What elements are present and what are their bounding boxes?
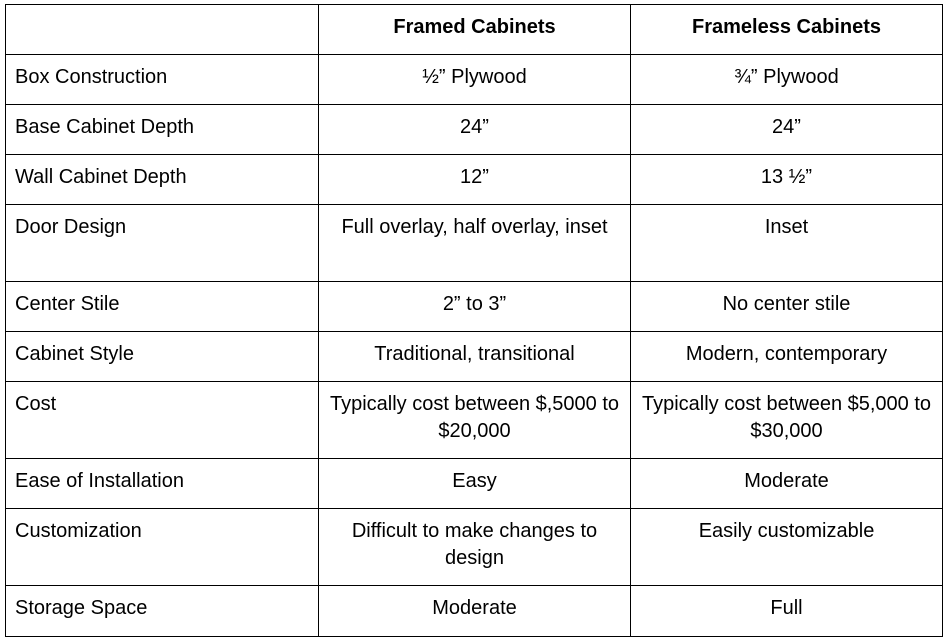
row-label: Center Stile bbox=[6, 282, 319, 332]
header-empty-cell bbox=[6, 5, 319, 55]
frameless-value: 13 ½” bbox=[631, 155, 943, 205]
row-label: Storage Space bbox=[6, 586, 319, 637]
row-label: Door Design bbox=[6, 205, 319, 282]
framed-value: Traditional, transitional bbox=[319, 332, 631, 382]
table-row bbox=[6, 155, 943, 205]
frameless-value: Inset bbox=[631, 205, 943, 282]
table-header-row bbox=[6, 5, 943, 55]
table-row bbox=[6, 509, 943, 586]
frameless-value: 24” bbox=[631, 105, 943, 155]
row-label: Cabinet Style bbox=[6, 332, 319, 382]
table-row bbox=[6, 586, 943, 637]
framed-value: ½” Plywood bbox=[319, 55, 631, 105]
row-label: Customization bbox=[6, 509, 319, 586]
row-label: Cost bbox=[6, 382, 319, 459]
table-row bbox=[6, 332, 943, 382]
frameless-value: No center stile bbox=[631, 282, 943, 332]
row-label: Base Cabinet Depth bbox=[6, 105, 319, 155]
header-frameless-cabinets: Frameless Cabinets bbox=[631, 5, 943, 55]
table-row bbox=[6, 459, 943, 509]
framed-value: Easy bbox=[319, 459, 631, 509]
cabinet-comparison-table bbox=[5, 4, 943, 637]
table-row bbox=[6, 205, 943, 282]
row-label: Ease of Installation bbox=[6, 459, 319, 509]
frameless-value: ¾” Plywood bbox=[631, 55, 943, 105]
header-framed-cabinets: Framed Cabinets bbox=[319, 5, 631, 55]
table-row bbox=[6, 105, 943, 155]
framed-value: Typically cost between $,5000 to $20,000 bbox=[319, 382, 631, 459]
frameless-value: Moderate bbox=[631, 459, 943, 509]
framed-value: Full overlay, half overlay, inset bbox=[319, 205, 631, 282]
frameless-value: Modern, contemporary bbox=[631, 332, 943, 382]
frameless-value: Easily customizable bbox=[631, 509, 943, 586]
framed-value: 12” bbox=[319, 155, 631, 205]
framed-value: Moderate bbox=[319, 586, 631, 637]
table-row bbox=[6, 382, 943, 459]
table-row bbox=[6, 55, 943, 105]
frameless-value: Full bbox=[631, 586, 943, 637]
table-row bbox=[6, 282, 943, 332]
row-label: Wall Cabinet Depth bbox=[6, 155, 319, 205]
frameless-value: Typically cost between $5,000 to $30,000 bbox=[631, 382, 943, 459]
framed-value: 24” bbox=[319, 105, 631, 155]
row-label: Box Construction bbox=[6, 55, 319, 105]
framed-value: 2” to 3” bbox=[319, 282, 631, 332]
framed-value: Difficult to make changes to design bbox=[319, 509, 631, 586]
